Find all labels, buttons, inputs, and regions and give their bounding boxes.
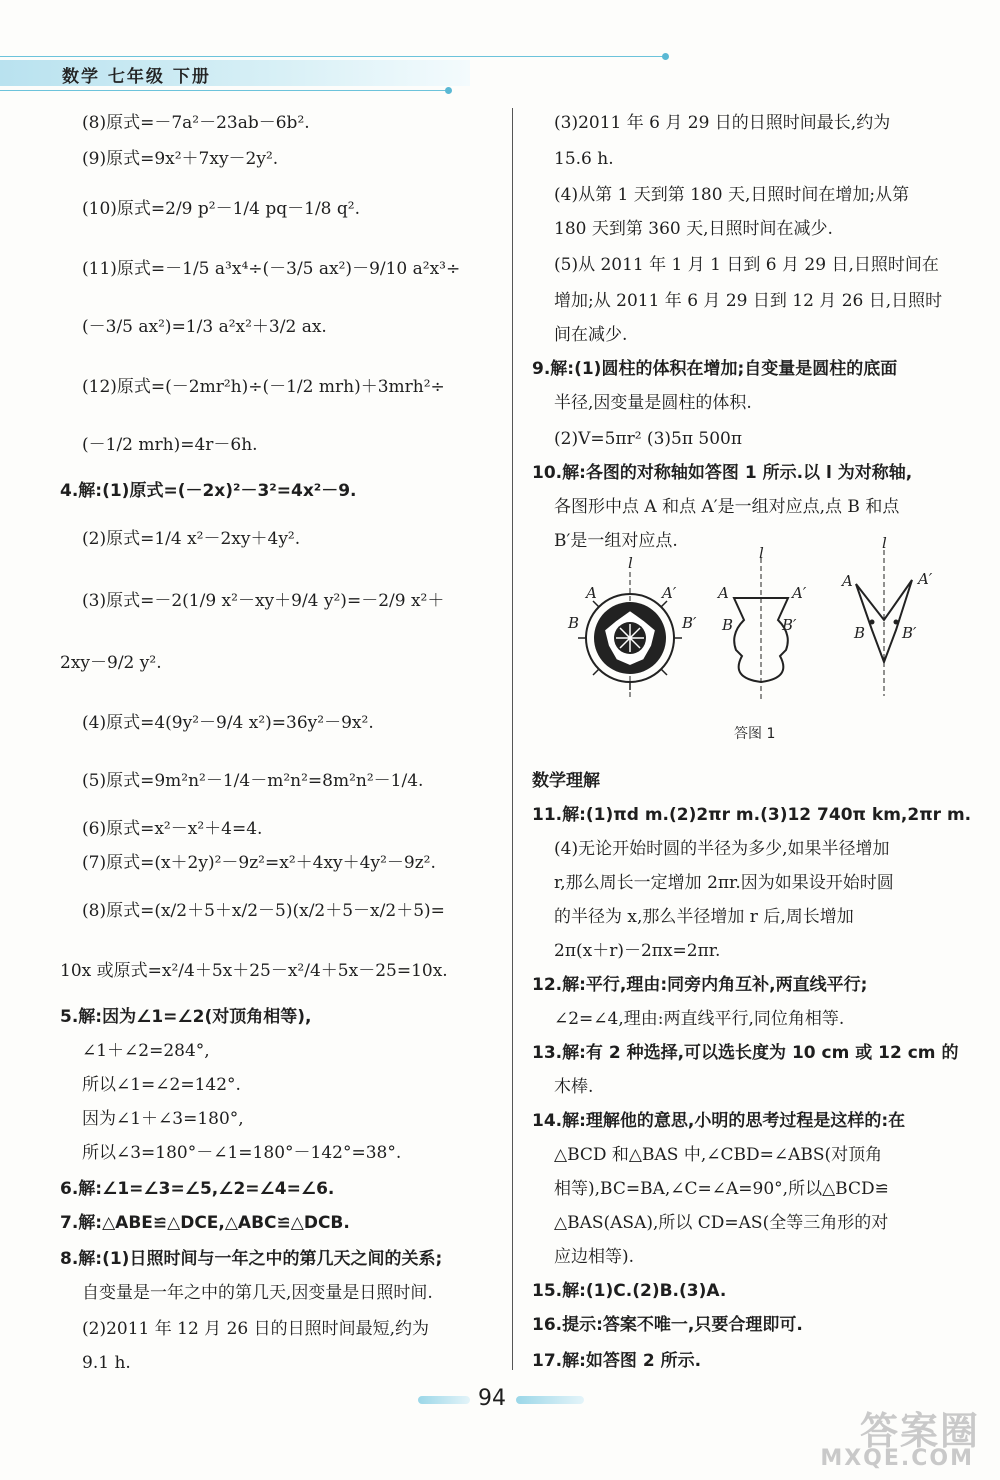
label-l: l <box>882 534 887 552</box>
answer-line: (5)从 2011 年 1 月 1 日到 6 月 29 日,日照时间在 <box>554 255 939 275</box>
answer-line: (2)V=5πr² (3)5π 500π <box>554 429 743 449</box>
label-A-prime: A′ <box>662 584 677 602</box>
answer-line: (6)原式=x²－x²＋4=4. <box>82 819 263 839</box>
point-B <box>870 620 875 625</box>
answer-line: 增加;从 2011 年 6 月 29 日到 12 月 26 日,日照时 <box>554 291 943 311</box>
watermark-title: 答案圈 <box>859 1409 980 1453</box>
watermark-url: MXQE.COM <box>820 1446 974 1471</box>
answer-line: r,那么周长一定增加 2πr.因为如果设开始时圆 <box>554 873 894 893</box>
page-header <box>0 48 1000 98</box>
answer-line: (5)原式=9m²n²－1/4－m²n²=8m²n²－1/4. <box>82 771 424 791</box>
header-dot <box>662 53 669 60</box>
answer-line: (8)原式=(x/2＋5＋x/2－5)(x/2＋5－x/2＋5)= <box>82 901 445 921</box>
label-A-prime: A′ <box>792 584 807 602</box>
answer-line: 15.6 h. <box>554 149 614 169</box>
answer-line: (8)原式=－7a²－23ab－6b². <box>82 113 310 133</box>
answer-line: (2)2011 年 12 月 26 日的日照时间最短,约为 <box>82 1319 430 1339</box>
header-dot <box>445 87 452 94</box>
footer-ornament-left <box>418 1396 470 1404</box>
label-l: l <box>759 544 764 562</box>
answer-line: (10)原式=2/9 p²－1/4 pq－1/8 q². <box>82 199 360 219</box>
page-number: 94 <box>478 1386 506 1411</box>
answer-line: 13.解:有 2 种选择,可以选长度为 10 cm 或 12 cm 的 <box>532 1043 959 1063</box>
label-A: A <box>586 584 597 602</box>
answer-line: ∠1＋∠2=284°, <box>82 1041 210 1061</box>
label-A: A <box>842 572 853 590</box>
label-B-prime: B′ <box>782 616 797 634</box>
answer-line: 的半径为 x,那么半径增加 r 后,周长增加 <box>554 907 854 927</box>
answer-line: 所以∠3=180°－∠1=180°－142°=38°. <box>82 1143 402 1163</box>
v-figure <box>840 534 933 696</box>
answer-line: △BCD 和△BAS 中,∠CBD=∠ABS(对顶角 <box>554 1145 883 1165</box>
footer-ornament-right <box>516 1396 584 1404</box>
emblem-figure <box>567 554 697 700</box>
answer-line: 间在减少. <box>554 325 628 345</box>
answer-line: 10x 或原式=x²/4＋5x＋25－x²/4＋5x－25=10x. <box>60 961 448 981</box>
answer-line: (9)原式=9x²＋7xy－2y². <box>82 149 279 169</box>
watermark-logo <box>820 1400 980 1480</box>
answer-line: △BAS(ASA),所以 CD=AS(全等三角形的对 <box>554 1213 889 1233</box>
answer-line: 因为∠1＋∠3=180°, <box>82 1109 244 1129</box>
answer-line: 2π(x＋r)－2πx=2πr. <box>554 941 721 961</box>
answer-line: (7)原式=(x＋2y)²－9z²=x²＋4xy＋4y²－9z². <box>82 853 436 873</box>
answer-line: 应边相等). <box>554 1247 635 1267</box>
answer-line: ∠2=∠4,理由:两直线平行,同位角相等. <box>554 1009 845 1029</box>
answer-line: 8.解:(1)日照时间与一年之中的第几天之间的关系; <box>60 1249 443 1269</box>
answer-line: 10.解:各图的对称轴如答图 1 所示.以 l 为对称轴, <box>532 463 913 483</box>
answer-line: 各图形中点 A 和点 A′是一组对应点,点 B 和点 <box>554 497 900 517</box>
answer-line: 12.解:平行,理由:同旁内角互补,两直线平行; <box>532 975 868 995</box>
label-A: A <box>718 584 729 602</box>
answer-line: (12)原式=(－2mr²h)÷(－1/2 mrh)＋3mrh²÷ <box>82 377 445 397</box>
answer-line: (4)原式=4(9y²－9/4 x²)=36y²－9x². <box>82 713 374 733</box>
answer-line: 14.解:理解他的意思,小明的思考过程是这样的:在 <box>532 1111 906 1131</box>
answer-line: 180 天到第 360 天,日照时间在减少. <box>554 219 833 239</box>
label-B: B <box>568 614 580 632</box>
answer-line: (4)无论开始时圆的半径为多少,如果半径增加 <box>554 839 890 859</box>
answer-line: 9.解:(1)圆柱的体积在增加;自变量是圆柱的底面 <box>532 359 898 379</box>
answer-line: 16.提示:答案不唯一,只要合理即可. <box>532 1315 803 1335</box>
answer-line: (3)2011 年 6 月 29 日的日照时间最长,约为 <box>554 113 891 133</box>
answer-line: 11.解:(1)πd m.(2)2πr m.(3)12 740π km,2πr m. <box>532 805 972 825</box>
answer-line: 所以∠1=∠2=142°. <box>82 1075 241 1095</box>
header-rule-top <box>0 56 665 57</box>
answer-line: 7.解:△ABE≌△DCE,△ABC≌△DCB. <box>60 1213 350 1233</box>
answer-line: B′是一组对应点. <box>554 531 678 551</box>
answer-line: (11)原式=－1/5 a³x⁴÷(－3/5 ax²)－9/10 a²x³÷ <box>82 259 461 279</box>
label-B: B <box>854 624 866 642</box>
vase-figure <box>716 544 807 700</box>
label-l: l <box>628 554 633 572</box>
book-title: 数学 七年级 下册 <box>62 67 211 87</box>
answer-line: 9.1 h. <box>82 1353 131 1373</box>
answer-line: 4.解:(1)原式=(－2x)²－3²=4x²－9. <box>60 481 357 501</box>
label-B-prime: B′ <box>682 614 697 632</box>
answer-line: 5.解:因为∠1=∠2(对顶角相等), <box>60 1007 312 1027</box>
answer-line: 17.解:如答图 2 所示. <box>532 1351 702 1371</box>
answer-line: (－3/5 ax²)=1/3 a²x²＋3/2 ax. <box>82 317 327 337</box>
answer-line: 半径,因变量是圆柱的体积. <box>554 393 752 413</box>
spokes <box>616 624 644 652</box>
answer-line: 木棒. <box>554 1077 594 1097</box>
header-rule-bottom <box>0 90 448 91</box>
answer-line: (－1/2 mrh)=4r－6h. <box>82 435 258 455</box>
label-A-prime: A′ <box>918 570 933 588</box>
label-B: B <box>722 616 734 634</box>
answer-line: (2)原式=1/4 x²－2xy＋4y². <box>82 529 301 549</box>
figure-caption: 答图 1 <box>734 726 776 742</box>
answer-line: 15.解:(1)C.(2)B.(3)A. <box>532 1281 727 1301</box>
label-B-prime: B′ <box>902 624 917 642</box>
column-divider <box>512 108 513 1370</box>
point-B-prime <box>894 620 899 625</box>
answer-line: 6.解:∠1=∠3=∠5,∠2=∠4=∠6. <box>60 1179 335 1199</box>
answer-line: (3)原式=－2(1/9 x²－xy＋9/4 y²)=－2/9 x²＋ <box>82 591 445 611</box>
answer-line: 相等),BC=BA,∠C=∠A=90°,所以△BCD≌ <box>554 1179 889 1199</box>
answer-line: 自变量是一年之中的第几天,因变量是日照时间. <box>82 1283 433 1303</box>
answer-line: (4)从第 1 天到第 180 天,日照时间在增加;从第 <box>554 185 910 205</box>
answer-line: 2xy－9/2 y². <box>60 653 162 673</box>
section-heading: 数学理解 <box>532 771 600 791</box>
